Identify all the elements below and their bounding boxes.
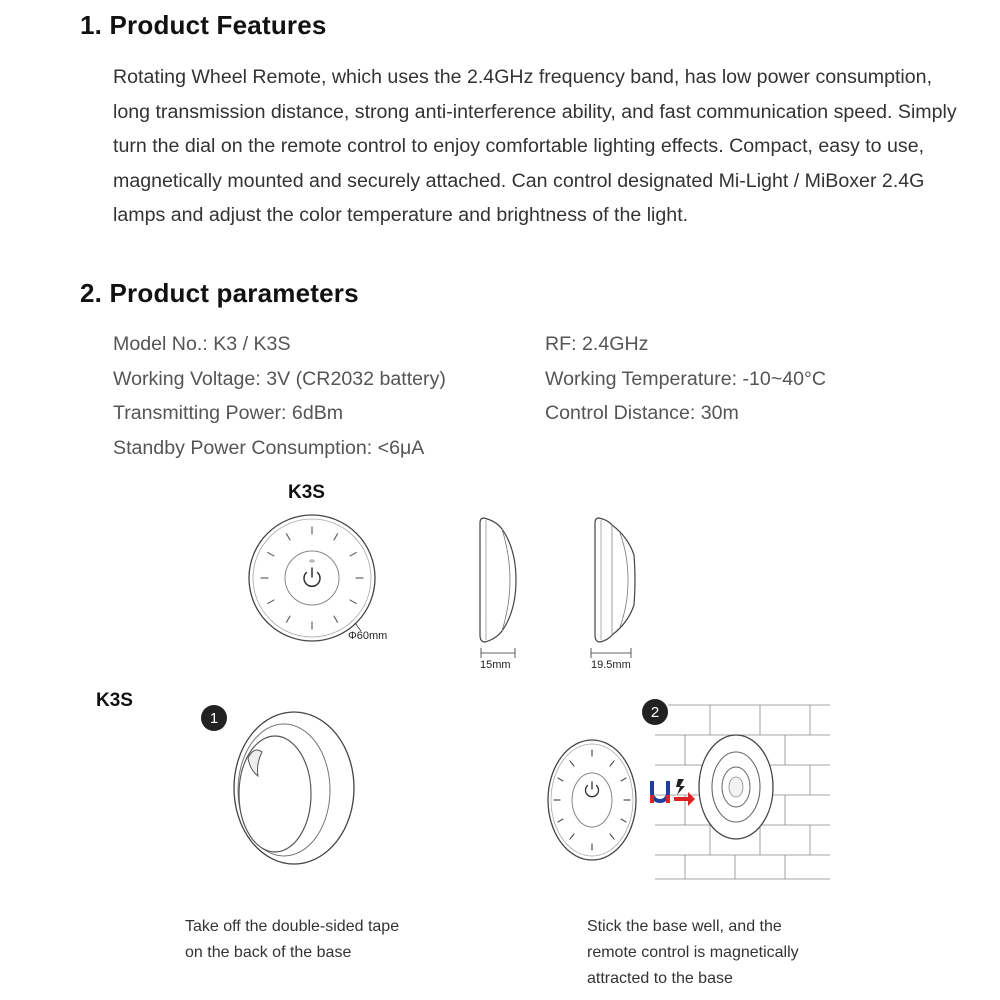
thickness-2-dimension-line [589,647,633,659]
model-label-bottom: K3S [96,690,133,711]
param-power: Transmitting Power: 6dBm [113,402,344,424]
section-heading-features: 1. Product Features [80,10,327,40]
step-2-caption-line-2: remote control is magnetically [587,944,799,961]
thickness-1-label: 15mm [480,659,511,671]
thickness-2-label: 19.5mm [591,659,631,671]
param-standby: Standby Power Consumption: <6μA [113,437,425,459]
param-model: Model No.: K3 / K3S [113,333,291,355]
step-1-badge [199,703,229,733]
remote-side-view-k3 [476,515,526,645]
magnet-icon [648,775,696,815]
remote-front-view [247,513,377,643]
param-distance: Control Distance: 30m [545,402,739,424]
base-with-tape-illustration [228,710,358,870]
remote-side-view-k3s [590,515,640,645]
step-2-caption-line-3: attracted to the base [587,970,733,987]
step-2-caption-line-1: Stick the base well, and the [587,918,782,935]
step-1-caption-line-1: Take off the double-sided tape [185,918,400,935]
param-temperature: Working Temperature: -10~40°C [545,368,827,390]
step-1-caption-line-2: on the back of the base [185,944,352,961]
model-label-top: K3S [288,482,325,503]
section-heading-parameters: 2. Product parameters [80,278,359,308]
step-1-number: 1 [209,710,219,727]
wall-mounted-base [696,733,776,843]
remote-detached [546,738,638,863]
features-description: Rotating Wheel Remote, which uses the 2.4GHz frequency band, has low power consumption, long transmission distance, strong anti-interference ability, and fast communication speed. Simply turn the dial on the remote control to enjoy comfortable lighting effects. Compact, easy to use, magnetically mounted and securely attached. Can control designated Mi-Light / MiBoxer 2.4G lamps and adjust the color temperature and brightness of the light. [113,66,957,226]
thickness-1-dimension-line [479,647,519,659]
param-rf: RF: 2.4GHz [545,333,649,355]
diameter-label: Φ60mm [348,630,388,642]
arrow-right-icon [674,792,695,806]
lightning-icon [676,779,685,795]
param-voltage: Working Voltage: 3V (CR2032 battery) [113,368,446,390]
step-2-number: 2 [650,704,660,721]
